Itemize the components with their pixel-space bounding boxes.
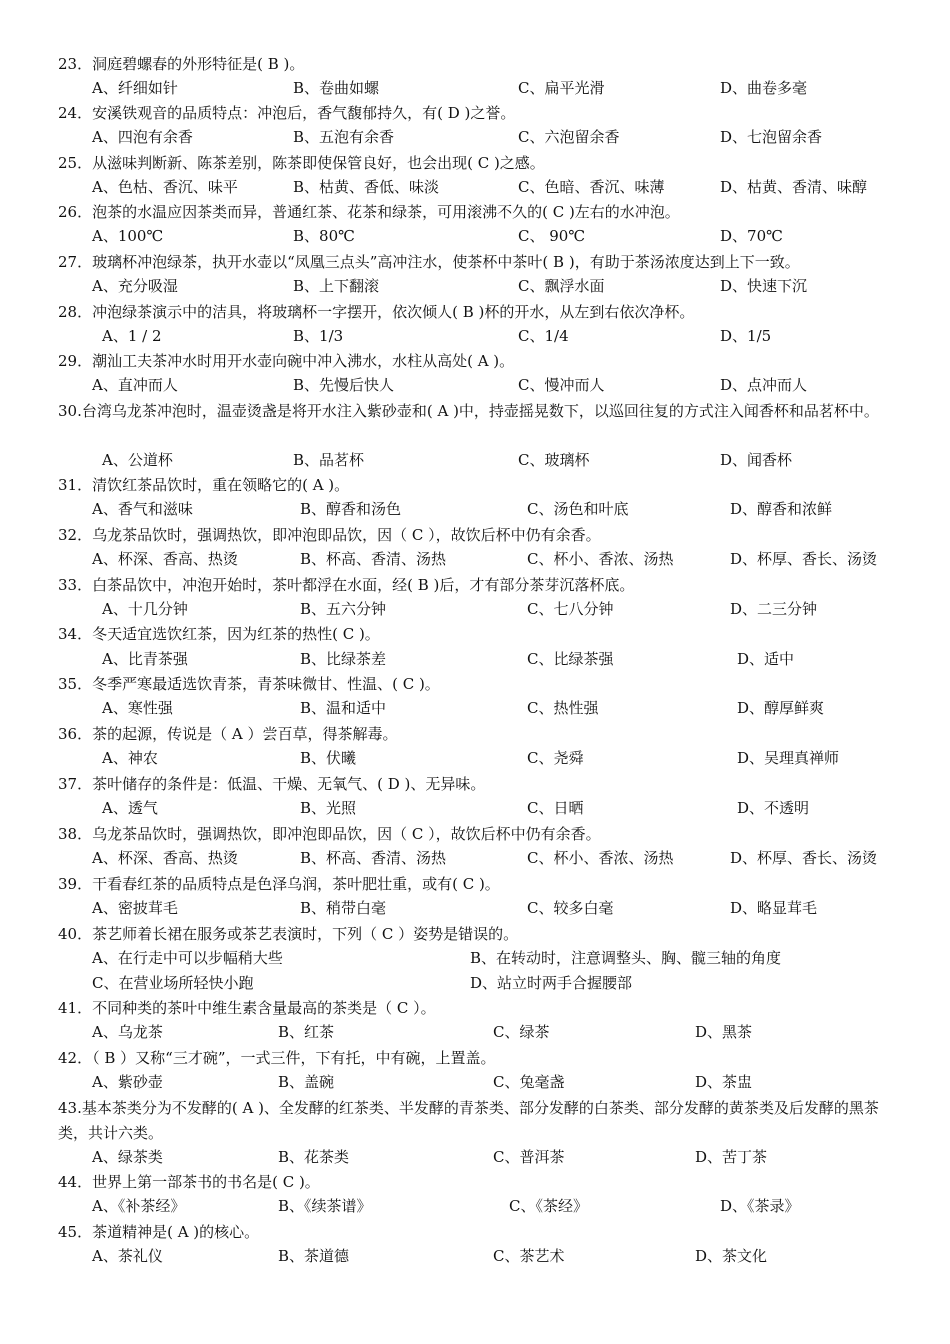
question-25-option-d: D、枯黄、香清、味醇 <box>720 178 868 196</box>
question-30-option-b: B、品茗杯 <box>293 451 365 469</box>
question-29-option-b: B、先慢后快人 <box>293 376 395 394</box>
question-40-option-d: D、站立时两手合握腰部 <box>470 974 633 992</box>
question-24-stem: 24．安溪铁观音的品质特点：冲泡后，香气馥郁持久，有( D )之誉。 <box>58 104 516 122</box>
question-39-option-a: A、密披茸毛 <box>92 899 178 917</box>
question-42-option-d: D、茶盅 <box>695 1073 753 1091</box>
question-43-option-c: C、普洱茶 <box>493 1148 565 1166</box>
question-25-option-a: A、色枯、香沉、味平 <box>92 178 238 196</box>
question-40-option-a: A、在行走中可以步幅稍大些 <box>92 949 283 967</box>
question-37-option-a: A、透气 <box>102 799 158 817</box>
question-25-option-c: C、色暗、香沉、味薄 <box>518 178 665 196</box>
question-42-option-a: A、紫砂壶 <box>92 1073 163 1091</box>
question-26-option-d: D、70℃ <box>720 227 783 245</box>
question-31-option-a: A、香气和滋味 <box>92 500 193 518</box>
question-27-stem: 27．玻璃杯冲泡绿茶，执开水壶以“凤凰三点头”高冲注水，使茶杯中茶叶( B )，有助于茶汤浓度达到上下一致。 <box>58 253 800 271</box>
question-34-stem: 34．冬天适宜选饮红茶，因为红茶的热性( C )。 <box>58 625 380 643</box>
question-26-option-c: C、 90℃ <box>518 227 586 245</box>
question-35-option-c: C、热性强 <box>527 699 599 717</box>
question-30-option-d: D、闻香杯 <box>720 451 793 469</box>
question-31-option-d: D、醇香和浓鲜 <box>730 500 833 518</box>
question-29-option-a: A、直冲而人 <box>92 376 178 394</box>
question-29-stem: 29．潮汕工夫茶冲水时用开水壶向碗中冲入沸水，水柱从高处( A )。 <box>58 352 515 370</box>
question-36-option-c: C、尧舜 <box>527 749 584 767</box>
question-38-option-b: B、杯高、香清、汤热 <box>300 849 447 867</box>
question-43-option-b: B、花茶类 <box>278 1148 350 1166</box>
question-30-option-a: A、公道杯 <box>102 451 173 469</box>
question-28-stem: 28．冲泡绿茶演示中的洁具，将玻璃杯一字摆开，依次倾人( B )杯的开水，从左到右依次净杯。 <box>58 303 695 321</box>
question-29-option-d: D、点冲而人 <box>720 376 808 394</box>
question-30-option-c: C、玻璃杯 <box>518 451 590 469</box>
question-37-option-d: D、不透明 <box>737 799 810 817</box>
question-35-option-d: D、醇厚鲜爽 <box>737 699 825 717</box>
question-41-stem: 41．不同种类的茶叶中维生素含量最高的茶类是（ C ）。 <box>58 999 436 1017</box>
question-23-option-b: B、卷曲如螺 <box>293 79 380 97</box>
question-23-option-c: C、扁平光滑 <box>518 79 605 97</box>
question-24-option-a: A、四泡有余香 <box>92 128 193 146</box>
question-27-option-a: A、充分吸湿 <box>92 277 178 295</box>
question-40-stem: 40．茶艺师着长裙在服务或茶艺表演时，下列（ C ）姿势是错误的。 <box>58 925 519 943</box>
question-23-option-a: A、纤细如针 <box>92 79 178 97</box>
question-26-option-a: A、100℃ <box>92 227 164 245</box>
question-32-option-a: A、杯深、香高、热烫 <box>92 550 238 568</box>
question-42-option-b: B、盖碗 <box>278 1073 335 1091</box>
question-34-option-d: D、适中 <box>737 650 795 668</box>
question-39-option-c: C、较多白毫 <box>527 899 614 917</box>
question-33-option-c: C、七八分钟 <box>527 600 614 618</box>
question-34-option-c: C、比绿茶强 <box>527 650 614 668</box>
question-32-option-b: B、杯高、香清、汤热 <box>300 550 447 568</box>
question-36-option-b: B、伏曦 <box>300 749 357 767</box>
question-26-stem: 26．泡茶的水温应因茶类而异，普通红茶、花茶和绿茶，可用滚沸不久的( C )左右的水冲泡。 <box>58 203 680 221</box>
question-25-option-b: B、枯黄、香低、味淡 <box>293 178 440 196</box>
question-29-option-c: C、慢冲而人 <box>518 376 605 394</box>
question-32-option-c: C、杯小、香浓、汤热 <box>527 550 674 568</box>
question-39-stem: 39．干看春红茶的品质特点是色泽乌润，茶叶肥壮重，或有( C )。 <box>58 875 500 893</box>
question-35-option-a: A、寒性强 <box>102 699 173 717</box>
question-39-option-d: D、略显茸毛 <box>730 899 818 917</box>
question-28-option-b: B、1/3 <box>293 327 344 345</box>
question-33-stem: 33．白茶品饮中，冲泡开始时，茶叶都浮在水面，经( B )后，才有部分茶芽沉落杯底。 <box>58 576 635 594</box>
question-38-option-c: C、杯小、香浓、汤热 <box>527 849 674 867</box>
question-31-stem: 31．清饮红茶品饮时，重在领略它的( A )。 <box>58 476 350 494</box>
question-37-option-b: B、光照 <box>300 799 357 817</box>
question-44-option-a: A、《补茶经》 <box>92 1197 186 1215</box>
question-26-option-b: B、80℃ <box>293 227 355 245</box>
question-25-stem: 25．从滋味判断新、陈茶差别，陈茶即使保管良好，也会出现( C )之感。 <box>58 154 545 172</box>
question-37-option-c: C、日晒 <box>527 799 584 817</box>
question-34-option-b: B、比绿茶差 <box>300 650 387 668</box>
question-39-option-b: B、稍带白毫 <box>300 899 387 917</box>
question-28-option-c: C、1/4 <box>518 327 569 345</box>
question-45-option-d: D、茶文化 <box>695 1247 768 1265</box>
question-23-option-d: D、曲卷多毫 <box>720 79 808 97</box>
question-43-option-a: A、绿茶类 <box>92 1148 163 1166</box>
question-44-option-c: C、《茶经》 <box>509 1197 588 1215</box>
question-32-option-d: D、杯厚、香长、汤烫 <box>730 550 878 568</box>
question-42-option-c: C、兔毫盏 <box>493 1073 565 1091</box>
question-24-option-c: C、六泡留余香 <box>518 128 620 146</box>
question-42-stem: 42．（ B ）又称“三才碗”，一式三件，下有托，中有碗，上置盖。 <box>58 1049 496 1067</box>
question-44-option-d: D、《茶录》 <box>720 1197 800 1215</box>
question-31-option-c: C、汤色和叶底 <box>527 500 629 518</box>
question-24-option-d: D、七泡留余香 <box>720 128 823 146</box>
question-45-stem: 45．茶道精神是( A )的核心。 <box>58 1223 260 1241</box>
question-45-option-b: B、茶道德 <box>278 1247 350 1265</box>
question-41-option-c: C、绿茶 <box>493 1023 550 1041</box>
question-37-stem: 37．茶叶储存的条件是：低温、干燥、无氧气、( D )、无异味。 <box>58 775 486 793</box>
question-23-stem: 23．洞庭碧螺春的外形特征是( B )。 <box>58 55 305 73</box>
question-27-option-b: B、上下翻滚 <box>293 277 380 295</box>
question-33-option-a: A、十几分钟 <box>102 600 188 618</box>
question-36-option-d: D、吴理真禅师 <box>737 749 840 767</box>
question-35-stem: 35．冬季严寒最适选饮青茶，青茶味微甘、性温、( C )。 <box>58 675 440 693</box>
question-33-option-d: D、二三分钟 <box>730 600 818 618</box>
question-41-option-d: D、黑茶 <box>695 1023 753 1041</box>
question-41-option-b: B、红茶 <box>278 1023 335 1041</box>
question-38-option-a: A、杯深、香高、热烫 <box>92 849 238 867</box>
question-45-option-a: A、茶礼仪 <box>92 1247 163 1265</box>
question-34-option-a: A、比青茶强 <box>102 650 188 668</box>
question-36-option-a: A、神农 <box>102 749 158 767</box>
question-31-option-b: B、醇香和汤色 <box>300 500 402 518</box>
question-38-option-d: D、杯厚、香长、汤烫 <box>730 849 878 867</box>
question-40-option-c: C、在营业场所轻快小跑 <box>92 974 254 992</box>
question-35-option-b: B、温和适中 <box>300 699 387 717</box>
question-43-option-d: D、苦丁茶 <box>695 1148 768 1166</box>
question-40-option-b: B、在转动时，注意调整头、胸、髋三轴的角度 <box>470 949 782 967</box>
question-27-option-c: C、飘浮水面 <box>518 277 605 295</box>
question-41-option-a: A、乌龙茶 <box>92 1023 163 1041</box>
question-27-option-d: D、快速下沉 <box>720 277 808 295</box>
question-44-stem: 44．世界上第一部茶书的书名是( C )。 <box>58 1173 320 1191</box>
question-43-stem: 43.基本茶类分为不发酵的( A )、全发酵的红茶类、半发酵的青茶类、部分发酵的白茶类、部分发酵的黄茶类及后发酵的黑茶类，共计六类。 <box>58 1099 879 1142</box>
question-38-stem: 38．乌龙茶品饮时，强调热饮，即冲泡即品饮，因（ C ），故饮后杯中仍有余香。 <box>58 825 601 843</box>
question-36-stem: 36．茶的起源，传说是（ A ）尝百草，得茶解毒。 <box>58 725 398 743</box>
question-28-option-d: D、1/5 <box>720 327 772 345</box>
question-30-stem: 30.台湾乌龙茶冲泡时，温壶烫盏是将开水注入紫砂壶和( A )中，持壶摇晃数下，以巡回往复的方式注入闻香杯和品茗杯中。 <box>58 402 879 420</box>
question-32-stem: 32．乌龙茶品饮时，强调热饮，即冲泡即品饮，因（ C ），故饮后杯中仍有余香。 <box>58 526 601 544</box>
question-24-option-b: B、五泡有余香 <box>293 128 395 146</box>
question-28-option-a: A、1 / 2 <box>102 327 162 345</box>
question-45-option-c: C、茶艺术 <box>493 1247 565 1265</box>
question-44-option-b: B、《续茶谱》 <box>278 1197 372 1215</box>
question-33-option-b: B、五六分钟 <box>300 600 387 618</box>
